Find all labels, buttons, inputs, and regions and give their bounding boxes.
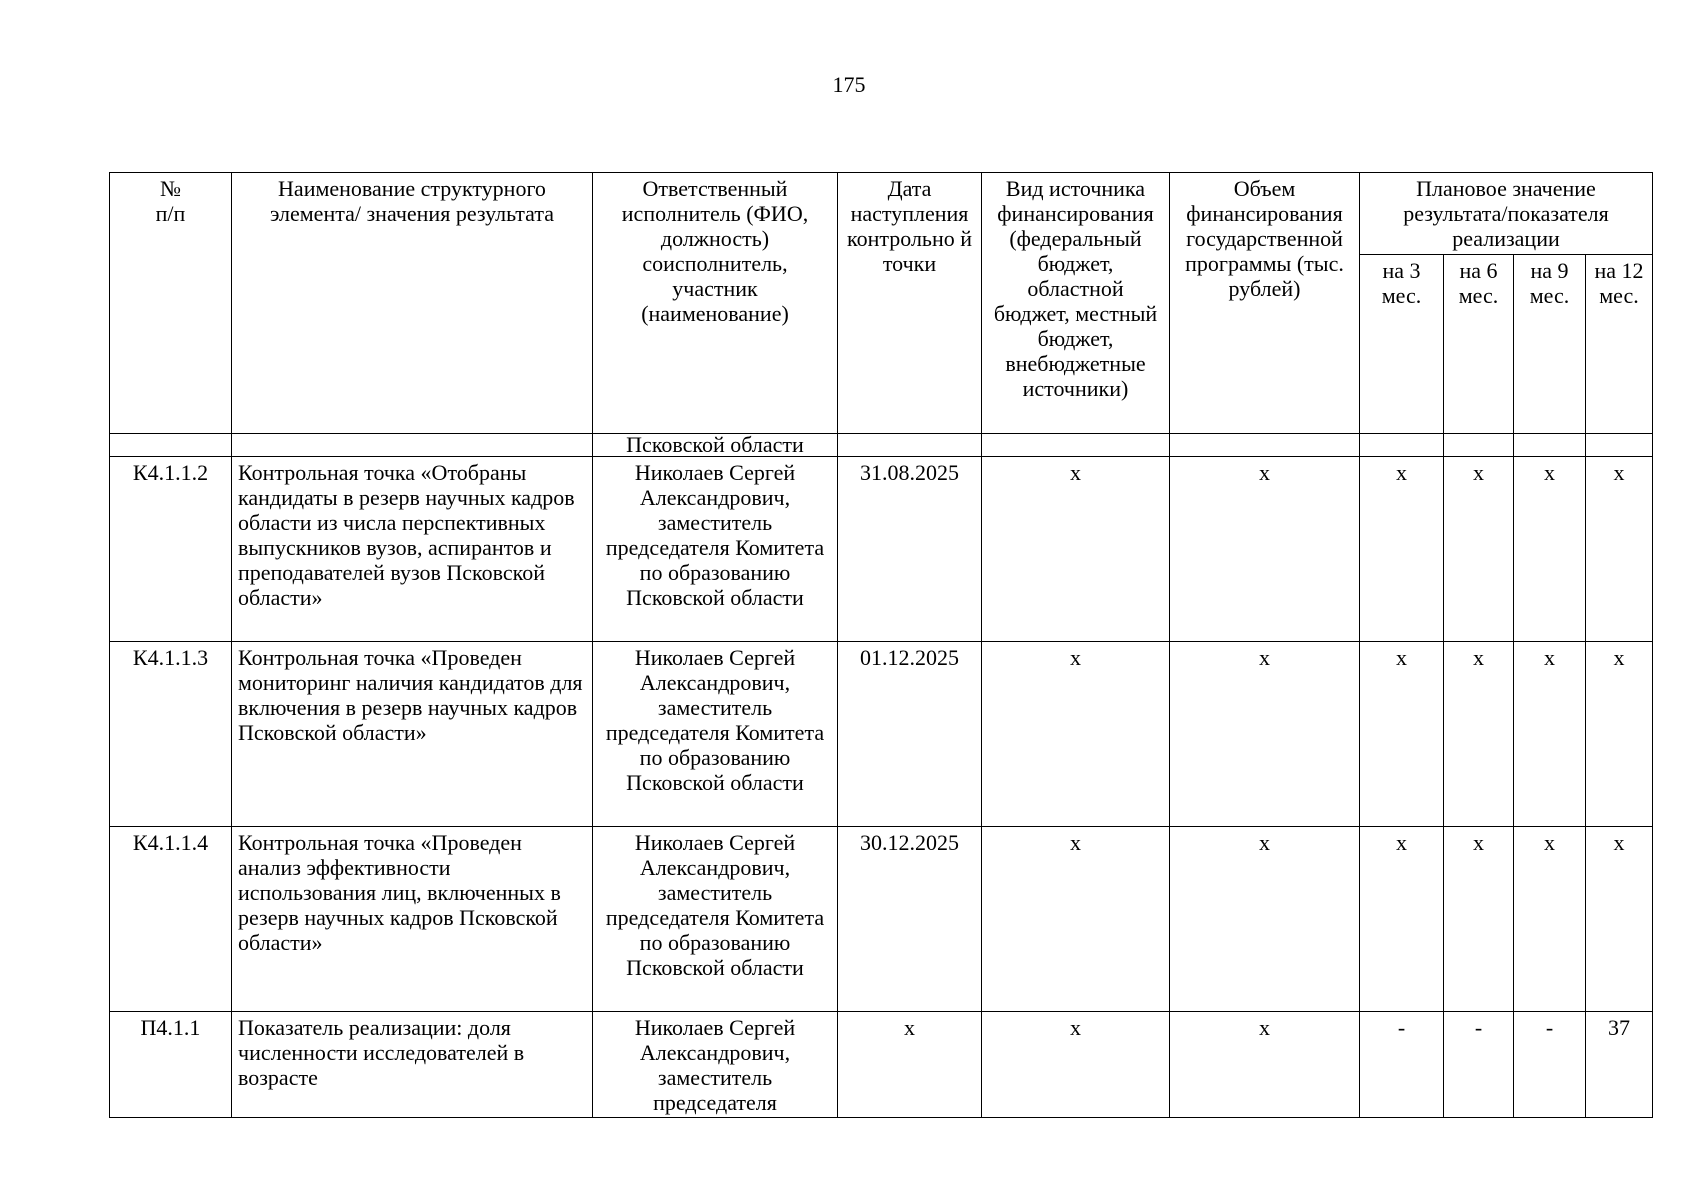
row-volume: х (1170, 1012, 1360, 1118)
table-row (110, 1012, 1653, 1118)
row-m6: х (1444, 457, 1514, 642)
row-m9: х (1514, 827, 1586, 1012)
table-row (110, 457, 1653, 642)
row-m9: - (1514, 1012, 1586, 1118)
header-row (110, 173, 1653, 255)
row-name: Показатель реализации: доля численности исследователей в возрасте (232, 1012, 593, 1118)
row-source: х (982, 457, 1170, 642)
row-num: К4.1.1.3 (110, 642, 232, 827)
continuation-executor: Псковской области (593, 434, 838, 457)
header-plan: Плановое значение результата/показателя реализации (1360, 173, 1653, 255)
header-m3: на 3 мес. (1360, 255, 1444, 434)
row-name: Контрольная точка «Отобраны кандидаты в резерв научных кадров области из числа перспективных выпускников вузов, аспирантов и преподавателей вузов Псковской области» (232, 457, 593, 642)
table-row (110, 642, 1653, 827)
plan-table (109, 172, 1653, 1118)
row-num: К4.1.1.2 (110, 457, 232, 642)
header-m9: на 9 мес. (1514, 255, 1586, 434)
row-m9: х (1514, 457, 1586, 642)
row-m6: - (1444, 1012, 1514, 1118)
header-m6: на 6 мес. (1444, 255, 1514, 434)
row-source: х (982, 1012, 1170, 1118)
table-row (110, 827, 1653, 1012)
row-m3: х (1360, 642, 1444, 827)
row-date: 01.12.2025 (838, 642, 982, 827)
row-source: х (982, 827, 1170, 1012)
row-num: К4.1.1.4 (110, 827, 232, 1012)
row-executor: Николаев Сергей Александрович, заместитель председателя Комитета по образованию Псковской области (593, 642, 838, 827)
row-date: 31.08.2025 (838, 457, 982, 642)
row-volume: х (1170, 642, 1360, 827)
row-m12: х (1586, 642, 1653, 827)
header-num: № п/п (110, 173, 232, 434)
row-num: П4.1.1 (110, 1012, 232, 1118)
header-source: Вид источника финансирования (федеральный бюджет, областной бюджет, местный бюджет, внебюджетные источники) (982, 173, 1170, 434)
row-date: х (838, 1012, 982, 1118)
row-executor: Николаев Сергей Александрович, заместитель председателя Комитета по образованию Псковской области (593, 827, 838, 1012)
row-m12: 37 (1586, 1012, 1653, 1118)
row-executor: Николаев Сергей Александрович, заместитель председателя Комитета по образованию Псковской области (593, 457, 838, 642)
row-name: Контрольная точка «Проведен анализ эффективности использования лиц, включенных в резерв научных кадров Псковской области» (232, 827, 593, 1012)
row-volume: х (1170, 827, 1360, 1012)
row-m6: х (1444, 642, 1514, 827)
header-volume: Объем финансирования государственной программы (тыс. рублей) (1170, 173, 1360, 434)
row-source: х (982, 642, 1170, 827)
header-executor: Ответственный исполнитель (ФИО, должность) соисполнитель, участник (наименование) (593, 173, 838, 434)
row-m12: х (1586, 457, 1653, 642)
row-m3: - (1360, 1012, 1444, 1118)
header-date: Дата наступления контрольно й точки (838, 173, 982, 434)
row-m9: х (1514, 642, 1586, 827)
continuation-row (110, 434, 1653, 457)
row-m12: х (1586, 827, 1653, 1012)
row-m3: х (1360, 827, 1444, 1012)
header-name: Наименование структурного элемента/ значения результата (232, 173, 593, 434)
page-number: 175 (832, 72, 866, 97)
header-m12: на 12 мес. (1586, 255, 1653, 434)
row-date: 30.12.2025 (838, 827, 982, 1012)
row-name: Контрольная точка «Проведен мониторинг наличия кандидатов для включения в резерв научных кадров Псковской области» (232, 642, 593, 827)
row-m3: х (1360, 457, 1444, 642)
row-m6: х (1444, 827, 1514, 1012)
row-volume: х (1170, 457, 1360, 642)
row-executor: Николаев Сергей Александрович, заместитель председателя (593, 1012, 838, 1118)
